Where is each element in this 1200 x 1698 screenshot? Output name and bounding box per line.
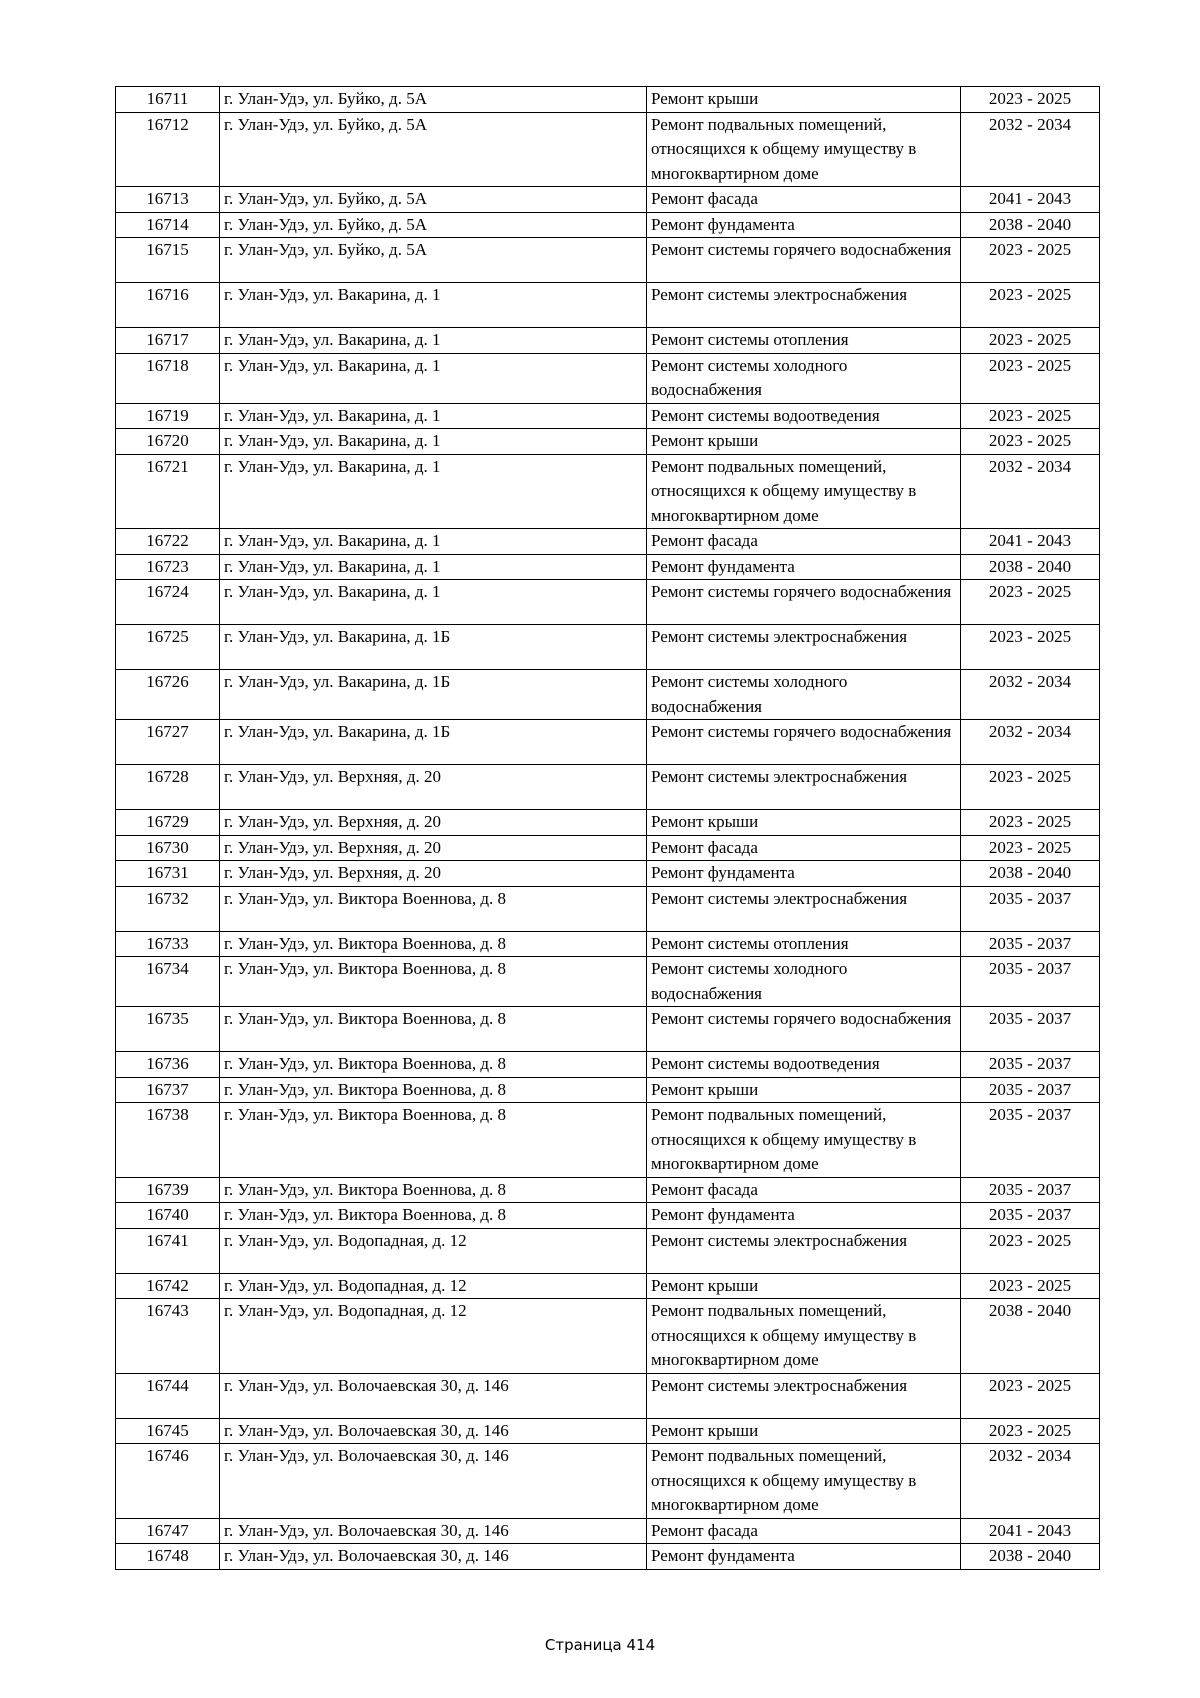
work-type-cell: Ремонт системы водоотведения: [647, 1052, 961, 1078]
table-row: [116, 1007, 1100, 1052]
table-row: [116, 554, 1100, 580]
address-cell: г. Улан-Удэ, ул. Вакарина, д. 1: [220, 353, 647, 403]
period-cell: 2023 - 2025: [961, 1273, 1100, 1299]
address-cell: г. Улан-Удэ, ул. Виктора Военнова, д. 8: [220, 1103, 647, 1178]
row-number-cell: 16713: [116, 187, 220, 213]
work-type-cell: Ремонт фасада: [647, 1518, 961, 1544]
address-cell: г. Улан-Удэ, ул. Буйко, д. 5А: [220, 87, 647, 113]
period-cell: 2023 - 2025: [961, 1228, 1100, 1273]
row-number-cell: 16740: [116, 1203, 220, 1229]
address-cell: г. Улан-Удэ, ул. Верхняя, д. 20: [220, 810, 647, 836]
page-number: Страница 414: [544, 1636, 656, 1654]
row-number-cell: 16728: [116, 765, 220, 810]
address-cell: г. Улан-Удэ, ул. Вакарина, д. 1: [220, 529, 647, 555]
work-type-cell: Ремонт системы горячего водоснабжения: [647, 720, 961, 765]
work-type-cell: Ремонт системы электроснабжения: [647, 283, 961, 328]
address-cell: г. Улан-Удэ, ул. Виктора Военнова, д. 8: [220, 1077, 647, 1103]
table-row: [116, 861, 1100, 887]
work-type-cell: Ремонт системы холодного водоснабжения: [647, 670, 961, 720]
address-cell: г. Улан-Удэ, ул. Верхняя, д. 20: [220, 835, 647, 861]
work-type-cell: Ремонт подвальных помещений, относящихся к общему имуществу в многоквартирном доме: [647, 112, 961, 187]
address-cell: г. Улан-Удэ, ул. Вакарина, д. 1: [220, 554, 647, 580]
table-row: [116, 1273, 1100, 1299]
row-number-cell: 16720: [116, 429, 220, 455]
work-type-cell: Ремонт подвальных помещений, относящихся к общему имуществу в многоквартирном доме: [647, 1299, 961, 1374]
period-cell: 2032 - 2034: [961, 454, 1100, 529]
period-cell: 2035 - 2037: [961, 931, 1100, 957]
period-cell: 2032 - 2034: [961, 670, 1100, 720]
table-row: [116, 328, 1100, 354]
row-number-cell: 16727: [116, 720, 220, 765]
work-type-cell: Ремонт фундамента: [647, 1544, 961, 1570]
period-cell: 2023 - 2025: [961, 1373, 1100, 1418]
row-number-cell: 16747: [116, 1518, 220, 1544]
address-cell: г. Улан-Удэ, ул. Буйко, д. 5А: [220, 187, 647, 213]
work-type-cell: Ремонт фундамента: [647, 554, 961, 580]
row-number-cell: 16730: [116, 835, 220, 861]
address-cell: г. Улан-Удэ, ул. Волочаевская 30, д. 146: [220, 1418, 647, 1444]
work-type-cell: Ремонт системы электроснабжения: [647, 1228, 961, 1273]
table-row: [116, 403, 1100, 429]
address-cell: г. Улан-Удэ, ул. Виктора Военнова, д. 8: [220, 1177, 647, 1203]
row-number-cell: 16729: [116, 810, 220, 836]
table-row: [116, 529, 1100, 555]
work-type-cell: Ремонт системы электроснабжения: [647, 765, 961, 810]
table-row: [116, 1052, 1100, 1078]
period-cell: 2035 - 2037: [961, 1077, 1100, 1103]
address-cell: г. Улан-Удэ, ул. Верхняя, д. 20: [220, 765, 647, 810]
table-row: [116, 1544, 1100, 1570]
period-cell: 2038 - 2040: [961, 1299, 1100, 1374]
table-row: [116, 1228, 1100, 1273]
work-type-cell: Ремонт системы электроснабжения: [647, 625, 961, 670]
table-row: [116, 886, 1100, 931]
period-cell: 2041 - 2043: [961, 187, 1100, 213]
table-row: [116, 765, 1100, 810]
row-number-cell: 16741: [116, 1228, 220, 1273]
row-number-cell: 16726: [116, 670, 220, 720]
address-cell: г. Улан-Удэ, ул. Виктора Военнова, д. 8: [220, 1007, 647, 1052]
period-cell: 2038 - 2040: [961, 212, 1100, 238]
address-cell: г. Улан-Удэ, ул. Вакарина, д. 1: [220, 328, 647, 354]
address-cell: г. Улан-Удэ, ул. Вакарина, д. 1Б: [220, 625, 647, 670]
row-number-cell: 16716: [116, 283, 220, 328]
address-cell: г. Улан-Удэ, ул. Вакарина, д. 1: [220, 403, 647, 429]
row-number-cell: 16735: [116, 1007, 220, 1052]
address-cell: г. Улан-Удэ, ул. Водопадная, д. 12: [220, 1228, 647, 1273]
row-number-cell: 16712: [116, 112, 220, 187]
row-number-cell: 16711: [116, 87, 220, 113]
row-number-cell: 16722: [116, 529, 220, 555]
table-row: [116, 1203, 1100, 1229]
address-cell: г. Улан-Удэ, ул. Вакарина, д. 1: [220, 454, 647, 529]
work-type-cell: Ремонт системы горячего водоснабжения: [647, 238, 961, 283]
row-number-cell: 16737: [116, 1077, 220, 1103]
period-cell: 2038 - 2040: [961, 1544, 1100, 1570]
table-row: [116, 187, 1100, 213]
table-row: [116, 1177, 1100, 1203]
row-number-cell: 16748: [116, 1544, 220, 1570]
period-cell: 2032 - 2034: [961, 720, 1100, 765]
period-cell: 2035 - 2037: [961, 957, 1100, 1007]
table-row: [116, 1103, 1100, 1178]
table-row: [116, 87, 1100, 113]
address-cell: г. Улан-Удэ, ул. Виктора Военнова, д. 8: [220, 931, 647, 957]
address-cell: г. Улан-Удэ, ул. Виктора Военнова, д. 8: [220, 886, 647, 931]
row-number-cell: 16715: [116, 238, 220, 283]
table-row: [116, 1518, 1100, 1544]
period-cell: 2035 - 2037: [961, 1052, 1100, 1078]
address-cell: г. Улан-Удэ, ул. Вакарина, д. 1: [220, 429, 647, 455]
period-cell: 2023 - 2025: [961, 353, 1100, 403]
table-row: [116, 454, 1100, 529]
row-number-cell: 16745: [116, 1418, 220, 1444]
row-number-cell: 16731: [116, 861, 220, 887]
address-cell: г. Улан-Удэ, ул. Вакарина, д. 1: [220, 283, 647, 328]
work-type-cell: Ремонт системы горячего водоснабжения: [647, 1007, 961, 1052]
address-cell: г. Улан-Удэ, ул. Буйко, д. 5А: [220, 112, 647, 187]
address-cell: г. Улан-Удэ, ул. Волочаевская 30, д. 146: [220, 1544, 647, 1570]
table-row: [116, 670, 1100, 720]
period-cell: 2023 - 2025: [961, 810, 1100, 836]
work-type-cell: Ремонт системы водоотведения: [647, 403, 961, 429]
row-number-cell: 16739: [116, 1177, 220, 1203]
period-cell: 2041 - 2043: [961, 1518, 1100, 1544]
period-cell: 2023 - 2025: [961, 87, 1100, 113]
period-cell: 2038 - 2040: [961, 861, 1100, 887]
table-row: [116, 835, 1100, 861]
work-type-cell: Ремонт подвальных помещений, относящихся к общему имуществу в многоквартирном доме: [647, 1103, 961, 1178]
work-type-cell: Ремонт системы отопления: [647, 328, 961, 354]
period-cell: 2038 - 2040: [961, 554, 1100, 580]
work-type-cell: Ремонт системы электроснабжения: [647, 886, 961, 931]
row-number-cell: 16744: [116, 1373, 220, 1418]
address-cell: г. Улан-Удэ, ул. Волочаевская 30, д. 146: [220, 1518, 647, 1544]
address-cell: г. Улан-Удэ, ул. Волочаевская 30, д. 146: [220, 1373, 647, 1418]
period-cell: 2023 - 2025: [961, 1418, 1100, 1444]
address-cell: г. Улан-Удэ, ул. Виктора Военнова, д. 8: [220, 1203, 647, 1229]
period-cell: 2035 - 2037: [961, 886, 1100, 931]
table-row: [116, 625, 1100, 670]
work-type-cell: Ремонт крыши: [647, 1418, 961, 1444]
period-cell: 2032 - 2034: [961, 112, 1100, 187]
address-cell: г. Улан-Удэ, ул. Виктора Военнова, д. 8: [220, 1052, 647, 1078]
work-type-cell: Ремонт крыши: [647, 87, 961, 113]
row-number-cell: 16743: [116, 1299, 220, 1374]
address-cell: г. Улан-Удэ, ул. Водопадная, д. 12: [220, 1273, 647, 1299]
address-cell: г. Улан-Удэ, ул. Водопадная, д. 12: [220, 1299, 647, 1374]
row-number-cell: 16738: [116, 1103, 220, 1178]
row-number-cell: 16734: [116, 957, 220, 1007]
period-cell: 2023 - 2025: [961, 328, 1100, 354]
work-type-cell: Ремонт системы холодного водоснабжения: [647, 353, 961, 403]
work-type-cell: Ремонт фундамента: [647, 861, 961, 887]
period-cell: 2041 - 2043: [961, 529, 1100, 555]
table-row: [116, 353, 1100, 403]
row-number-cell: 16717: [116, 328, 220, 354]
table-row: [116, 1299, 1100, 1374]
address-cell: г. Улан-Удэ, ул. Буйко, д. 5А: [220, 238, 647, 283]
work-type-cell: Ремонт фасада: [647, 187, 961, 213]
period-cell: 2023 - 2025: [961, 238, 1100, 283]
work-type-cell: Ремонт системы отопления: [647, 931, 961, 957]
row-number-cell: 16724: [116, 580, 220, 625]
address-cell: г. Улан-Удэ, ул. Виктора Военнова, д. 8: [220, 957, 647, 1007]
table-row: [116, 212, 1100, 238]
work-type-cell: Ремонт фасада: [647, 835, 961, 861]
row-number-cell: 16721: [116, 454, 220, 529]
work-type-cell: Ремонт фасада: [647, 1177, 961, 1203]
row-number-cell: 16736: [116, 1052, 220, 1078]
row-number-cell: 16719: [116, 403, 220, 429]
row-number-cell: 16718: [116, 353, 220, 403]
work-type-cell: Ремонт подвальных помещений, относящихся к общему имуществу в многоквартирном доме: [647, 1444, 961, 1519]
row-number-cell: 16742: [116, 1273, 220, 1299]
row-number-cell: 16733: [116, 931, 220, 957]
work-type-cell: Ремонт крыши: [647, 429, 961, 455]
period-cell: 2023 - 2025: [961, 403, 1100, 429]
period-cell: 2032 - 2034: [961, 1444, 1100, 1519]
period-cell: 2035 - 2037: [961, 1177, 1100, 1203]
work-type-cell: Ремонт системы горячего водоснабжения: [647, 580, 961, 625]
row-number-cell: 16723: [116, 554, 220, 580]
address-cell: г. Улан-Удэ, ул. Вакарина, д. 1Б: [220, 720, 647, 765]
work-type-cell: Ремонт фасада: [647, 529, 961, 555]
work-type-cell: Ремонт подвальных помещений, относящихся к общему имуществу в многоквартирном доме: [647, 454, 961, 529]
period-cell: 2023 - 2025: [961, 429, 1100, 455]
table-row: [116, 957, 1100, 1007]
table-row: [116, 283, 1100, 328]
period-cell: 2035 - 2037: [961, 1203, 1100, 1229]
table-row: [116, 720, 1100, 765]
period-cell: 2023 - 2025: [961, 625, 1100, 670]
table-row: [116, 238, 1100, 283]
address-cell: г. Улан-Удэ, ул. Вакарина, д. 1Б: [220, 670, 647, 720]
table-row: [116, 1418, 1100, 1444]
address-cell: г. Улан-Удэ, ул. Вакарина, д. 1: [220, 580, 647, 625]
table-row: [116, 112, 1100, 187]
repair-schedule-table: [115, 86, 1100, 1570]
table-row: [116, 580, 1100, 625]
period-cell: 2035 - 2037: [961, 1007, 1100, 1052]
period-cell: 2023 - 2025: [961, 765, 1100, 810]
work-type-cell: Ремонт крыши: [647, 1077, 961, 1103]
table-row: [116, 931, 1100, 957]
work-type-cell: Ремонт фундамента: [647, 1203, 961, 1229]
period-cell: 2035 - 2037: [961, 1103, 1100, 1178]
work-type-cell: Ремонт системы электроснабжения: [647, 1373, 961, 1418]
table-row: [116, 1373, 1100, 1418]
table-row: [116, 810, 1100, 836]
work-type-cell: Ремонт крыши: [647, 1273, 961, 1299]
work-type-cell: Ремонт фундамента: [647, 212, 961, 238]
table-row: [116, 1444, 1100, 1519]
address-cell: г. Улан-Удэ, ул. Волочаевская 30, д. 146: [220, 1444, 647, 1519]
row-number-cell: 16714: [116, 212, 220, 238]
period-cell: 2023 - 2025: [961, 283, 1100, 328]
table-row: [116, 429, 1100, 455]
work-type-cell: Ремонт системы холодного водоснабжения: [647, 957, 961, 1007]
work-type-cell: Ремонт крыши: [647, 810, 961, 836]
row-number-cell: 16746: [116, 1444, 220, 1519]
table-body: [116, 87, 1100, 1570]
period-cell: 2023 - 2025: [961, 835, 1100, 861]
period-cell: 2023 - 2025: [961, 580, 1100, 625]
address-cell: г. Улан-Удэ, ул. Буйко, д. 5А: [220, 212, 647, 238]
address-cell: г. Улан-Удэ, ул. Верхняя, д. 20: [220, 861, 647, 887]
row-number-cell: 16725: [116, 625, 220, 670]
table-row: [116, 1077, 1100, 1103]
row-number-cell: 16732: [116, 886, 220, 931]
